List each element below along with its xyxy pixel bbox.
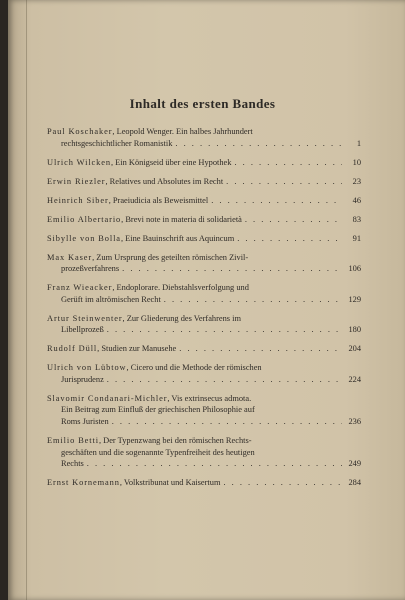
toc-author: Sibylle von Bolla — [47, 233, 121, 243]
toc-page-number: 106 — [348, 264, 361, 274]
toc-entry-line: rechtsgeschichtlicher Romanistik — [61, 138, 173, 148]
toc-entry-line: Emilio Albertario, Brevi note in materia di solidarietà — [47, 214, 242, 224]
toc-entry-line: geschäften und die sogenannte Typenfreiheit des heutigen — [61, 447, 255, 457]
toc-entry — [47, 477, 361, 489]
dot-leader — [245, 214, 342, 226]
toc-entry-line: Roms Juristen — [61, 416, 109, 426]
toc-page-number: 10 — [352, 157, 361, 167]
dot-leader — [107, 374, 342, 386]
toc-author: Paul Koschaker — [47, 127, 113, 136]
toc-entry — [47, 313, 361, 336]
toc-entry — [47, 282, 361, 305]
toc-entry — [47, 126, 361, 149]
toc-entry-line: Jurisprudenz — [61, 374, 104, 384]
dot-leader — [87, 458, 342, 470]
dot-leader — [211, 195, 342, 207]
toc-entry-line: Ernst Kornemann, Volkstribunat und Kaisertum — [47, 478, 221, 488]
toc-page-number: 46 — [352, 195, 361, 205]
dot-leader — [226, 176, 342, 188]
toc-author: Franz Wieacker — [47, 283, 113, 293]
toc-author: Ulrich Wilcken — [47, 157, 111, 167]
toc-page-number: 284 — [348, 478, 361, 488]
toc-author: Emilio Albertario — [47, 214, 122, 224]
toc-author: Artur Steinwenter — [47, 313, 123, 323]
toc-entry — [47, 214, 361, 226]
toc-entry-line: Gerüft im altrömischen Recht — [61, 294, 161, 304]
toc-page-number: 129 — [348, 294, 361, 304]
toc-entry — [47, 435, 361, 470]
toc-entry — [47, 233, 361, 245]
dot-leader — [234, 157, 342, 169]
toc-page-number: 23 — [352, 176, 361, 186]
toc-entry-line: Paul Koschaker, Leopold Wenger. Ein halbes Jahrhundert — [47, 127, 253, 136]
toc-entry-line: Rechts — [61, 459, 84, 469]
toc-entry — [47, 362, 361, 385]
toc-entry-line: prozeßverfahrens — [61, 264, 120, 274]
toc-entry-line: Ulrich von Lübtow, Cicero und die Methode der römischen — [47, 363, 262, 373]
toc-page-number: 180 — [348, 325, 361, 335]
toc-entry-line: Ulrich Wilcken, Ein Königseid über eine Hypothek — [47, 157, 232, 167]
toc-page-number: 236 — [348, 416, 361, 426]
toc-entry — [47, 343, 361, 355]
dot-leader — [107, 324, 342, 336]
toc-page-number: 224 — [348, 374, 361, 384]
dot-leader — [237, 233, 342, 245]
toc-entry-line: Franz Wieacker, Endoplorare. Diebstahlsverfolgung und — [47, 283, 249, 293]
dot-leader — [175, 138, 342, 150]
dot-leader — [223, 477, 342, 489]
toc-entry-line: Libellprozeß — [61, 325, 104, 335]
page-fold-shadow — [26, 0, 27, 600]
toc-page-number: 83 — [352, 214, 361, 224]
dot-leader — [179, 343, 342, 355]
toc-title: Inhalt des ersten Bandes — [129, 96, 276, 111]
toc-entry — [47, 157, 361, 169]
toc-entry — [47, 176, 361, 188]
toc-author: Heinrich Siber — [47, 195, 109, 205]
toc-author: Emilio Betti — [47, 435, 99, 445]
toc-entry-line: Slavomir Condanari-Michler, Vis extrinsecus admota. — [47, 393, 252, 403]
toc-author: Rudolf Düll — [47, 344, 98, 354]
toc-entry-line: Emilio Betti, Der Typenzwang bei den römischen Rechts- — [47, 435, 252, 445]
toc-entry — [47, 252, 361, 275]
toc-entry-line: Rudolf Düll, Studien zur Manusehe — [47, 344, 177, 354]
toc-entry-line: Max Kaser, Zum Ursprung des geteilten römischen Zivil- — [47, 252, 249, 262]
toc-entry-line: Artur Steinwenter, Zur Gliederung des Verfahrens im — [47, 313, 242, 323]
toc-entry — [47, 393, 361, 428]
toc-entry-line: Sibylle von Bolla, Eine Bauinschrift aus Aquincum — [47, 233, 235, 243]
toc-author: Erwin Riezler — [47, 176, 106, 186]
toc-entry-line: Ein Beitrag zum Einfluß der griechischen Philosophie auf — [61, 405, 255, 415]
toc-entry — [47, 195, 361, 207]
toc-entry-line: Heinrich Siber, Praeiudicia als Beweismittel — [47, 195, 209, 205]
toc-author: Ernst Kornemann — [47, 478, 120, 488]
dot-leader — [112, 416, 342, 428]
toc-author: Ulrich von Lübtow — [47, 363, 127, 373]
dot-leader — [164, 294, 342, 306]
dot-leader — [122, 263, 342, 275]
toc-page-number: 1 — [356, 138, 361, 148]
toc-page-number: 204 — [348, 344, 361, 354]
toc-author: Slavomir Condanari-Michler — [47, 393, 168, 403]
toc-page-number: 91 — [352, 233, 361, 243]
toc-page-number: 249 — [348, 459, 361, 469]
toc-entry-line: Erwin Riezler, Relatives und Absolutes im Recht — [47, 176, 224, 186]
toc-author: Max Kaser — [47, 252, 93, 262]
table-of-contents — [47, 126, 361, 496]
